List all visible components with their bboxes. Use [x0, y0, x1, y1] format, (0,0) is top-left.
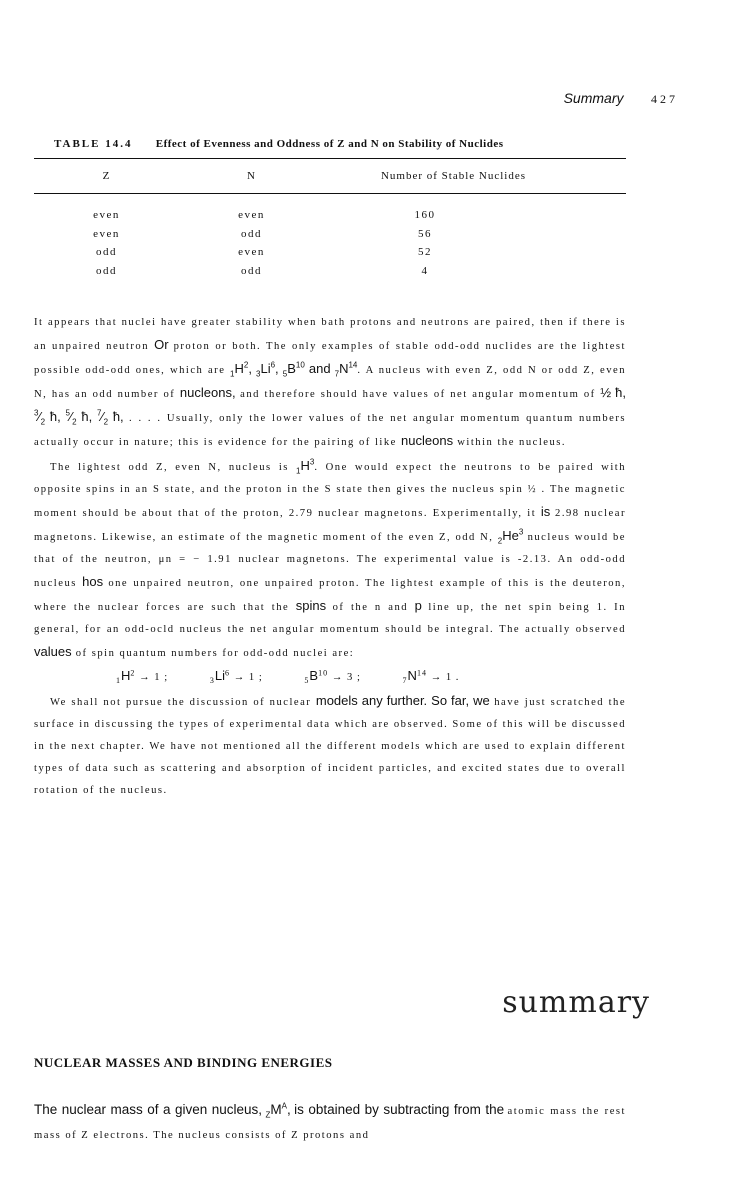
paragraph-pairing: It appears that nuclei have greater stability when bath protons and neutrons are paired, then if there is an unpaired neutron Or proton or both. The only examples of stable odd-odd nuclides are the lightest possible odd-odd ones, which are $_1H^2$, $_3Li^6$, $_5B^{10}$ and $_7N^{14}$. A nucleus with even Z, odd N or odd Z, even N, has an odd number of nucleons, and therefore should have values of net angular momentum of ½ ħ, $^3⁄_2$ ħ, $^5⁄_2$ ħ, $^7⁄_2$ ħ, . . . . Usually, only the lower values of the net angular momentum quantum numbers actually occur in nature; this is evidence for the pairing of like nucleons within the nucleus.: [34, 317, 627, 449]
cell-n: odd: [241, 264, 262, 277]
table-row: [34, 262, 626, 281]
nuclide-symbol: $_ZM^A$,: [265, 1101, 291, 1120]
spin-item: $_5B^{10} \to 3$ ;: [304, 668, 361, 686]
cell-count: 4: [421, 264, 429, 277]
cell-n: even: [238, 209, 265, 222]
table-caption-text: Effect of Evenness and Oddness of Z and N on Stability of Nuclides: [155, 138, 504, 150]
table-row: [34, 243, 626, 262]
half-integer-values: ½ ħ, $^3⁄_2$ ħ, $^5⁄_2$ ħ, $^7⁄_2$ ħ,: [34, 385, 627, 427]
body-text: [34, 312, 626, 802]
cell-z: odd: [96, 246, 117, 259]
spin-list: [34, 665, 626, 689]
cell-count: 56: [418, 227, 432, 240]
paragraph-spin: The lightest odd Z, even N, nucleus is $_1H^3$. One would expect the neutrons to be paired with opposite spins in an S state, and the proton in the S state then gives the nucleus spin ½ . The magnetic moment should be about that of the proton, 2.79 nuclear magnetons. Experimentally, it is 2.98 nuclear magnetons. Likewise, an estimate of the magnetic moment of the even Z, odd N, $_2He^3$ nucleus would be that of the neutron, μn = − 1.91 nuclear magnetons. The experimental value is -2.13. An odd-odd nucleus hos one unpaired neutron, one unpaired proton. The lightest example of this is the deuteron, where the nuclear forces are such that the spins of the n and p line up, the net spin being 1. In general, for an odd-ocld nucleus the net angular momentum should be integral. The actually observed values of spin quantum numbers for odd-odd nuclei are:: [34, 457, 627, 660]
table-body: [34, 194, 626, 280]
table-row: [34, 225, 626, 244]
table-caption: [54, 138, 654, 150]
stability-table: [34, 158, 626, 280]
cell-z: odd: [96, 264, 117, 277]
table-row: [34, 206, 626, 225]
header-z: Z: [102, 170, 111, 182]
section-heading: NUCLEAR MASSES AND BINDING ENERGIES: [34, 1055, 333, 1070]
nuclide-he3: $_2He^3$: [497, 527, 524, 546]
paragraph-models: We shall not pursue the discussion of nuclear models any further. So far, we have just scratched the surface in discussing the types of experimental data which are observed. Some of this will be discussed in the next chapter. We have not mentioned all the different models which are used to explain different types of data such as scattering and absorption of incident particles, and excited states due to overall rotation of the nucleus.: [34, 692, 627, 796]
running-head: [564, 90, 678, 108]
section-body: The nuclear mass of a given nucleus, $_ZM^A$, is obtained by subtracting from the atomic mass the rest mass of Z electrons. The nucleus consists of Z protons and: [34, 1101, 626, 1141]
cell-count: 52: [418, 246, 432, 259]
cell-n: odd: [241, 227, 262, 240]
spin-item: $_3Li^6 \to 1$ ;: [209, 668, 263, 686]
page-number: 427: [651, 92, 678, 106]
cell-z: even: [93, 227, 120, 240]
cell-z: even: [93, 209, 120, 222]
header-n: N: [247, 170, 256, 182]
cell-count: 160: [414, 209, 436, 222]
table-number: TABLE 14.4: [54, 138, 133, 150]
nuclide-h3: $_1H^3$: [296, 457, 315, 476]
spin-item: $_7N^{14} \to 1$ .: [402, 668, 460, 686]
summary-heading: summary: [502, 985, 650, 1020]
spin-item: $_1H^2 \to 1$ ;: [116, 668, 169, 686]
neutron-moment: μn = − 1.91: [158, 553, 232, 565]
table-header-row: [34, 159, 626, 193]
header-count: Number of Stable Nuclides: [380, 170, 526, 182]
cell-n: even: [238, 246, 265, 259]
nuclide-list: $_1H^2$, $_3Li^6$, $_5B^{10}$ and $_7N^{14}$: [230, 360, 358, 379]
running-head-title: Summary: [563, 90, 624, 106]
